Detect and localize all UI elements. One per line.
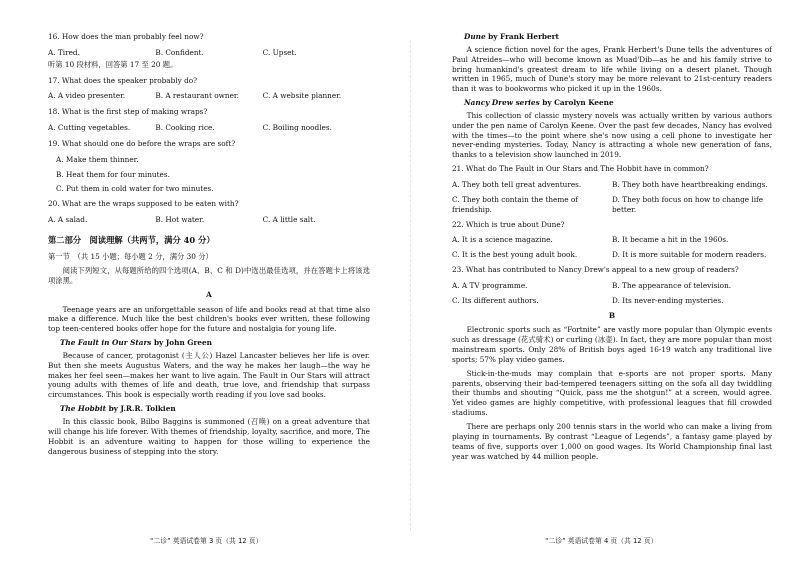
book-title: The Hobbit — [60, 404, 107, 414]
option: C. It is the best young adult book. — [452, 250, 578, 260]
option: C. They both contain the theme of friendship. — [452, 194, 578, 214]
book-title: The Fault in Our Stars — [60, 338, 152, 348]
option: A. Make them thinner. — [56, 154, 139, 164]
question-20-options — [48, 215, 370, 225]
question-16: 16. How does the man probably feel now? — [48, 32, 204, 41]
passage-b-paragraph: There are perhaps only 200 tennis stars in the world who can make a living from playing in tournaments. By contrast “League of Legends”, a fantasy game played by teams of five, supports over 1,000 on good wages. Its World Championship final last year was watched by 44 million people. — [452, 422, 772, 461]
option: B. Hot water. — [155, 215, 205, 225]
option: B. Heat them for four minutes. — [56, 169, 170, 179]
book-heading — [60, 338, 370, 348]
option: D. They both focus on how to change life better. — [612, 194, 764, 214]
option: D. Its never-ending mysteries. — [612, 295, 724, 305]
passage-a-intro: Teenage years are an unforgettable season of life and books read at that time also make a difference. Much like the best children's books ever written, these following top teen-centered books offer hope for the future and nostalgia for young life. — [48, 304, 370, 334]
page-footer-right: “二诊” 英语试卷第 4 页（共 12 页） — [545, 537, 658, 545]
left-page — [48, 32, 370, 561]
part-two-title: 第二部分 阅读理解（共两节，满分 40 分） — [48, 234, 215, 245]
question-22: 22. Which is true about Dune? — [452, 219, 565, 229]
question-23-options — [452, 281, 772, 291]
option: C. Put them in cold water for two minutes. — [56, 184, 214, 194]
option: A. A video presenter. — [48, 91, 126, 101]
question-18: 18. What is the first step of making wraps? — [48, 107, 208, 117]
option: B. Confident. — [155, 47, 204, 57]
book-heading — [60, 404, 370, 414]
option: A. They both tell great adventures. — [452, 179, 582, 189]
book-author: by J.R.R. Tolkien — [106, 404, 176, 414]
book-description: Because of cancer, protagonist (主人公) Hazel Lancaster believes her life is over. But then she meets Augustus Waters, and the way he makes her laugh—the way he makes her feel seen—makes her want to live again. The Fault in Our Stars will attract young adults with themes of life and death, true love, and friendship that surpass circumstances. This book is especially worth reading if you love sad books. — [48, 350, 370, 400]
question-21: 21. What do The Fault in Our Stars and The Hobbit have in common? — [452, 164, 709, 174]
option: C. Boiling noodles. — [262, 123, 332, 133]
book-author: by Frank Herbert — [485, 32, 559, 41]
right-page — [452, 32, 772, 561]
passage-b-label: B — [608, 310, 616, 320]
passage-b-paragraph: Electronic sports such as “Fortnite” are vastly more popular than Olympic events such as dressage (花式骑术) or curling (冰壶). In fact, they are more popular than most mainstream sports. Only 28% of British boys aged 16-19 watch any traditional live sports; 57% play video games. — [452, 325, 772, 364]
section-one-instruction: 阅读下列短文，从每题所给的四个选项(A、B、C 和 D)中选出最佳选项，并在答题卡上将该选项涂黑。 — [48, 266, 370, 285]
book-description: In this classic book, Bilbo Baggins is summoned (召唤) on a great adventure that will change his life forever. With themes of friendship, loyalty, sacrifice, and more, The Hobbit is an adventure waiting to happen for those willing to experience the dangerous business of stepping into the story. — [48, 416, 370, 456]
option: A. Cutting vegetables. — [48, 123, 131, 133]
option: D. It is more suitable for modern readers. — [612, 250, 767, 260]
option: C. A website planner. — [262, 91, 342, 101]
book-description: This collection of classic mystery novels was actually written by various authors under the pen name of Carolyn Keene. Over the past few decades, Nancy has evolved with the times—to the point where she's now using a cell phone to investigate her never-ending mysteries. Today, Nancy is attracting a whole new generation of fans, thanks to a television show launched in 2019. — [452, 110, 772, 160]
option: A. A salad. — [48, 215, 88, 225]
book-heading — [464, 32, 772, 42]
page-divider — [410, 40, 411, 531]
section-one-title: 第一节 （共 15 小题；每小题 2 分，满分 30 分） — [48, 252, 213, 262]
passage-a-label: A — [206, 289, 212, 299]
question-22-options — [452, 250, 772, 260]
book-title: Dune — [464, 32, 486, 41]
question-18-options — [48, 123, 370, 133]
option: A. It is a science magazine. — [452, 235, 553, 245]
question-20: 20. What are the wraps supposed to be eaten with? — [48, 199, 239, 209]
listening-instruction: 听第 10 段材料，回答第 17 至 20 题。 — [48, 59, 178, 69]
option: B. They both have heartbreaking endings. — [612, 179, 768, 189]
option: C. A little salt. — [262, 215, 316, 225]
option: A. Tired. — [48, 47, 80, 57]
option: B. The appearance of television. — [612, 280, 732, 290]
passage-b-paragraph: Stick-in-the-muds may complain that e-sports are not proper sports. Many parents, observing their bad-tempered teenagers sitting on the sofa all day twiddling their thumbs and shouting “Quick, pass me the shotgun!” at a screen, would agree. Yet video games are highly competitive, with professional leagues that fill crowded stadiums. — [452, 368, 772, 418]
option: C. Its different authors. — [452, 295, 539, 305]
question-23: 23. What has contributed to Nancy Drew's appeal to a new group of readers? — [452, 265, 739, 275]
question-23-options — [452, 296, 772, 306]
book-description: A science fiction novel for the ages, Frank Herbert's Dune tells the adventures of Paul Atreides—who will become known as Muad'Dib—as he and his family strive to bring humankind's greatest dream to life while living on a desert planet. Though written in 1965, much of Dune's story may be more relevant to 21st-century readers than it was to bookworms who picked it up in the 1960s. — [452, 44, 772, 94]
option: C. Upset. — [262, 47, 297, 57]
question-21-options — [452, 195, 772, 215]
book-title: Nancy Drew series — [464, 98, 540, 108]
question-17-options — [48, 91, 370, 101]
question-16-options — [48, 48, 370, 58]
option: B. Cooking rice. — [155, 123, 215, 133]
question-21-options — [452, 180, 772, 190]
book-heading — [464, 98, 772, 108]
book-author: by Carolyn Keene — [539, 98, 614, 108]
question-22-options — [452, 235, 772, 245]
option: B. A restaurant owner. — [155, 91, 239, 101]
book-author: by John Green — [151, 338, 212, 348]
page-footer-left: “二诊” 英语试卷第 3 页（共 12 页） — [150, 537, 263, 545]
option: A. A TV programme. — [452, 280, 528, 290]
question-19: 19. What should one do before the wraps are soft? — [48, 138, 236, 148]
option: B. It became a hit in the 1960s. — [612, 235, 729, 245]
question-17: 17. What does the speaker probably do? — [48, 75, 198, 85]
